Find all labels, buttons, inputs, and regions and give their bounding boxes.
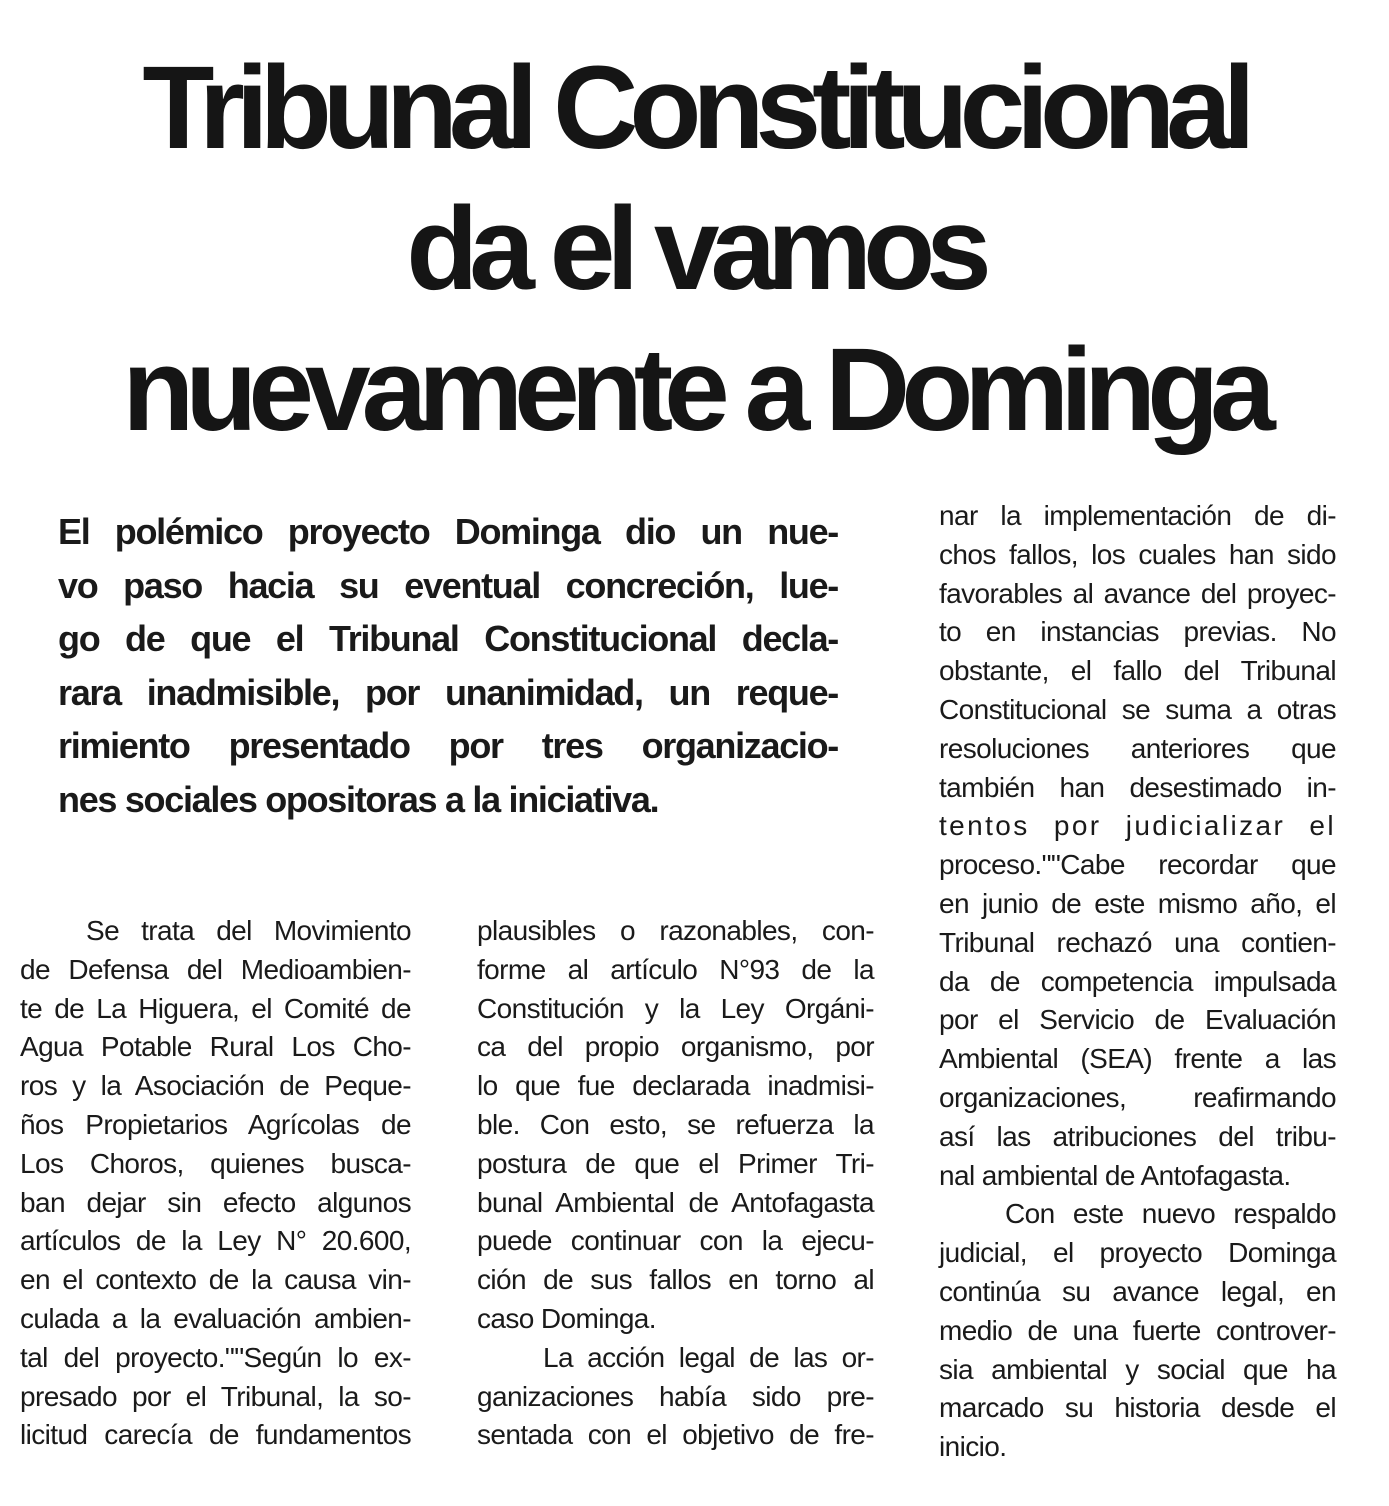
body-line: da de competencia impulsada	[939, 965, 1336, 997]
body-line: ños Propietarios Agrícolas de	[20, 1108, 411, 1140]
body-line: por el Servicio de Evaluación	[939, 1004, 1336, 1036]
headline-line-1: Tribunal Constitucional	[142, 42, 1247, 174]
body-line: presado por el Tribunal, la so-	[20, 1380, 411, 1412]
body-line: de Defensa del Medioambien-	[20, 953, 411, 985]
body-line: forme al artículo N°93 de la	[477, 953, 874, 985]
body-line: bunal Ambiental de Antofagasta	[477, 1186, 874, 1218]
body-line: Ambiental (SEA) frente a las	[939, 1043, 1336, 1075]
lede-line: nes sociales opositoras a la iniciativa.	[58, 778, 659, 820]
body-line: Los Choros, quienes busca-	[20, 1147, 411, 1179]
body-line: ros y la Asociación de Peque-	[20, 1070, 411, 1102]
headline-line-3: nuevamente a Dominga	[122, 324, 1267, 456]
body-line: lo que fue declarada inadmisi-	[477, 1070, 874, 1102]
body-line: sia ambiental y social que ha	[939, 1353, 1336, 1385]
body-line: resoluciones anteriores que	[939, 732, 1336, 764]
body-line: inicio.	[939, 1431, 1007, 1463]
body-line: continúa su avance legal, en	[939, 1275, 1336, 1307]
body-line: ble. Con esto, se refuerza la	[477, 1108, 874, 1140]
body-line: tal del proyecto.""Según lo ex-	[20, 1341, 411, 1373]
body-line: ganizaciones había sido pre-	[477, 1380, 874, 1412]
body-line: plausibles o razonables, con-	[477, 915, 874, 946]
body-line: sentada con el objetivo de fre-	[477, 1419, 874, 1451]
body-line: Constitucional se suma a otras	[939, 693, 1336, 725]
lede-line: El polémico proyecto Dominga dio un nue-	[58, 511, 838, 552]
body-line: tentos por judicializar el	[939, 810, 1336, 842]
article-headline	[0, 38, 1389, 461]
body-line: postura de que el Primer Tri-	[477, 1147, 874, 1179]
body-line: culada a la evaluación ambien-	[20, 1302, 411, 1334]
body-line: en el contexto de la causa vin-	[20, 1264, 411, 1296]
body-line: te de La Higuera, el Comité de	[20, 992, 411, 1024]
headline-line-2: da el vamos	[406, 183, 983, 315]
body-line: nar la implementación de di-	[939, 500, 1336, 531]
body-line: marcado su historia desde el	[939, 1392, 1336, 1424]
body-line: La acción legal de las or-	[543, 1341, 874, 1373]
body-line: obstante, el fallo del Tribunal	[939, 655, 1336, 687]
body-line: en junio de este mismo año, el	[939, 887, 1336, 919]
body-line: chos fallos, los cuales han sido	[939, 538, 1336, 570]
body-line: ban dejar sin efecto algunos	[20, 1186, 411, 1218]
body-line: así las atribuciones del tribu-	[939, 1120, 1336, 1152]
body-column-2	[477, 912, 874, 1455]
article-lede	[58, 505, 838, 826]
body-line: ca del propio organismo, por	[477, 1031, 874, 1063]
body-line: caso Dominga.	[477, 1302, 656, 1334]
body-column-3	[939, 497, 1336, 1467]
lede-line: vo paso hacia su eventual concreción, lue-	[58, 564, 838, 606]
body-line: to en instancias previas. No	[939, 616, 1336, 648]
body-line: Tribunal rechazó una contien-	[939, 926, 1336, 958]
lede-line: rimiento presentado por tres organizacio-	[58, 725, 838, 766]
body-line: puede continuar con la ejecu-	[477, 1225, 874, 1257]
body-line: ción de sus fallos en torno al	[477, 1264, 874, 1296]
body-line: Con este nuevo respaldo	[1005, 1198, 1336, 1230]
body-line: artículos de la Ley N° 20.600,	[20, 1225, 411, 1257]
body-line: también han desestimado in-	[939, 771, 1336, 803]
body-line: Constitución y la Ley Orgáni-	[477, 992, 874, 1024]
body-line: medio de una fuerte controver-	[939, 1314, 1336, 1346]
body-line: licitud carecía de fundamentos	[20, 1419, 411, 1451]
lede-line: go de que el Tribunal Constitucional decla-	[58, 618, 838, 659]
body-column-1	[20, 912, 411, 1455]
body-line: proceso.""Cabe recordar que	[939, 849, 1336, 881]
body-line: Agua Potable Rural Los Cho-	[20, 1031, 411, 1063]
lede-line: rara inadmisible, por unanimidad, un reque-	[58, 671, 838, 713]
body-line: favorables al avance del proyec-	[939, 577, 1336, 609]
body-line: judicial, el proyecto Dominga	[939, 1237, 1336, 1269]
body-line: nal ambiental de Antofagasta.	[939, 1159, 1291, 1191]
body-line: Se trata del Movimiento	[86, 915, 411, 946]
body-line: organizaciones, reafirmando	[939, 1081, 1336, 1113]
